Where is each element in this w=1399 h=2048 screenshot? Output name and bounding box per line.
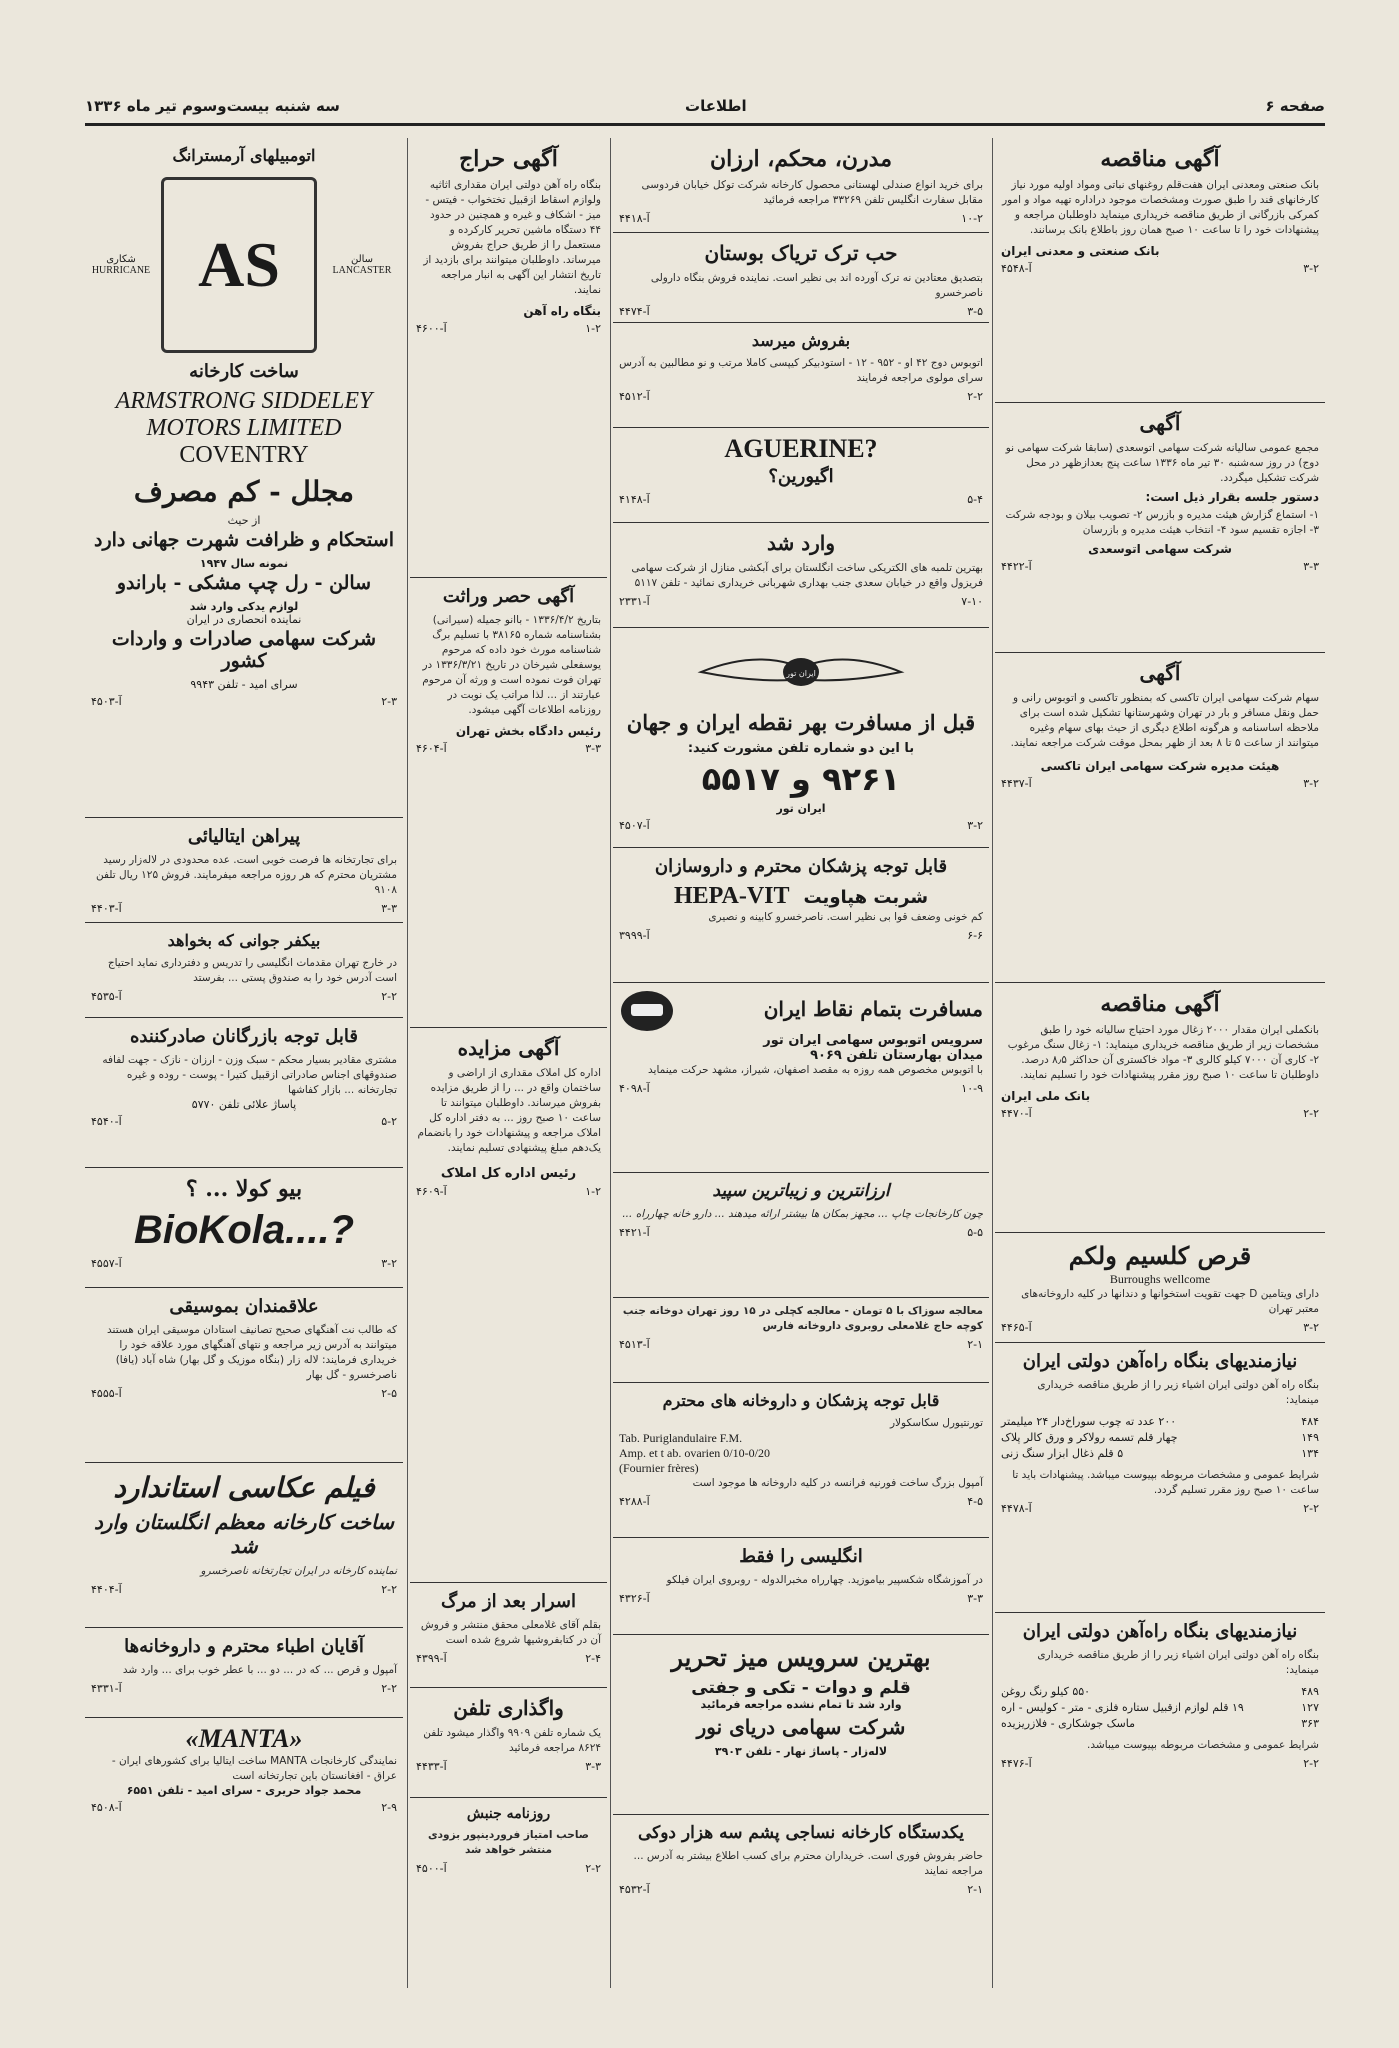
product-line-en: Amp. et t ab. ovarien 0/10-0/20 xyxy=(619,1446,770,1460)
ad-title: روزنامه جنبش xyxy=(466,1806,551,1822)
model-label: شکاری HURRICANE xyxy=(91,254,151,276)
column-divider xyxy=(407,138,408,1988)
book-ad xyxy=(410,1583,607,1688)
column-4 xyxy=(85,138,403,1988)
model-label: سالن LANCASTER xyxy=(332,254,392,276)
ad-title: آگهی مناقصه xyxy=(1100,146,1220,172)
list-item: ۳۶۳ ماسک جوشکاری - فلازریزیده xyxy=(1001,1717,1319,1730)
ad-body: حاضر بفروش فوری است. خریداران محترم برای کسب اطلاع بیشتر به آدرس ... مراجعه نمایند xyxy=(633,1850,983,1877)
ad-body: بهترین تلمبه های الکتریکی ساخت انگلستان برای آبکشی منازل از شرکت سهامی فریزول واقع در خیابان سعدی جنب بهداری شهربانی خریداری نمائید - تلفن ۵۱۱۷ xyxy=(631,562,983,589)
ad-title: بهترین سرویس میز تحریر xyxy=(671,1643,931,1672)
ad-title: مسافرت بتمام نقاط ایران xyxy=(763,997,983,1021)
product-name: شربت هپاویت xyxy=(803,887,929,908)
list-item: ۴۸۴ ۲۰۰ عدد ته چوب سوراخ‌دار ۲۴ میلیمتر xyxy=(1001,1415,1319,1428)
railway-needs-ad-2 xyxy=(995,1613,1325,1877)
ad-code: آ-۴۵۴۸ xyxy=(1001,262,1032,275)
ad-run: ۳-۳ xyxy=(1303,560,1319,573)
music-ad xyxy=(85,1288,403,1463)
ad-title: حب ترک تریاک بوستان xyxy=(704,241,898,265)
ad-footer: آ-۴۲۸۸ ۴-۵ xyxy=(619,1495,983,1508)
ad-title: بفروش میرسد xyxy=(751,331,851,350)
opium-pill-ad xyxy=(613,233,989,323)
ad-code: آ-۴۴۶۵ xyxy=(1001,1321,1032,1334)
slogan: مجلل - کم مصرف xyxy=(133,475,355,508)
product-name-en: HEPA-VIT xyxy=(673,883,790,909)
ad-footer xyxy=(1001,1321,1319,1334)
agenda-title: دستور جلسه بقرار ذیل است: xyxy=(1145,490,1319,504)
list-item: ۱۳۴ ۵ قلم ذغال ابزار سنگ زنی xyxy=(1001,1447,1319,1460)
item-list xyxy=(1001,1684,1319,1732)
ad-footer: آ-۴۵۱۳ ۲-۱ xyxy=(619,1338,983,1351)
ad-run: ۲-۲ xyxy=(1303,1107,1319,1120)
ad-title: یکدستگاه کارخانه نساجی پشم سه هزار دوکی xyxy=(637,1823,965,1843)
ad-body: وارد شد تا تمام نشده مراجعه فرمائید xyxy=(700,1698,902,1711)
phone: پاساژ علائی تلفن ۵۷۷۰ xyxy=(191,1098,297,1111)
ad-run: ۳-۲ xyxy=(1303,1321,1319,1334)
ad-signer: بانک ملی ایران xyxy=(1001,1089,1091,1103)
address: میدان بهارستان تلفن ۹۰۶۹ xyxy=(810,1048,983,1063)
ad-title: قبل از مسافرت بهر نقطه ایران و جهان xyxy=(626,710,976,735)
exporters-ad xyxy=(85,1018,403,1168)
brand-name-en: «MANTA» xyxy=(185,1724,303,1753)
ad-footer: آ-۲۳۳۱ ۷-۱۰ xyxy=(619,595,983,608)
column-3 xyxy=(410,138,607,1988)
ad-title: قرص کلسیم ولکم xyxy=(1068,1241,1252,1270)
ad-title: قابل توجه پزشکان محترم و داروسازان xyxy=(654,856,948,877)
ad-body: که طالب نت آهنگهای صحیح تصانیف استادان موسیقی ایران هستند میتوانند به آدرس زیر مراجعه و نتهای آهنگهای مورد علاقه خود را خریداری فرمایند: لاله زار (بنگاه موزیک و گل بهار) شاه آباد (یافا) ناصرخسرو - گل بهار xyxy=(107,1324,397,1381)
ad-title: بیکفر جوانی که بخواهد xyxy=(167,931,321,950)
ad-footer: آ-۴۵۴۰ ۵-۲ xyxy=(91,1115,397,1128)
aguerine-ad xyxy=(613,428,989,523)
company-name: ایران تور xyxy=(776,802,826,815)
ad-title: وارد شد xyxy=(767,531,835,555)
ad-body: نمایندگی کارخانجات MANTA ساخت ایتالیا برای کشورهای ایران - عراق - افغانستان باین تجارتخانه است xyxy=(111,1755,397,1782)
ad-title: مدرن، محکم، ارزان xyxy=(709,146,893,172)
photo-film-ad xyxy=(85,1463,403,1628)
address: لاله‌زار - پاساژ نهار - تلفن ۳۹۰۳ xyxy=(714,1745,888,1758)
ad-body: چون کارخانجات چاپ ... مجهز بمکان ها بیشتر ارائه میدهند ... دارو خانه چهارراه ... xyxy=(622,1208,983,1220)
ad-body: مشتری مقادیر بسیار محکم - سبک وزن - ارزان - نازک - جهت لفافه صندوقهای اجناس صادراتی ازقبیل کتیرا - پوست - روده و غیره تجارتخانه ... بازار کفاشها xyxy=(102,1054,397,1096)
ad-footer: آ-۴۵۱۲ ۲-۲ xyxy=(619,390,983,403)
ad-signer: بنگاه راه آهن xyxy=(523,304,601,318)
column-divider xyxy=(992,138,993,1988)
calcium-ad xyxy=(995,1233,1325,1343)
ad-footer: آ-۴۴۱۸ ۱۰-۲ xyxy=(619,212,983,225)
ad-footer xyxy=(1001,560,1319,573)
ad-body: در آموزشگاه شکسپیر بیاموزید. چهارراه مخبرالدوله - روبروی ایران فیلکو xyxy=(666,1574,983,1586)
ad-footer: آ-۴۰۹۸ ۱۰-۹ xyxy=(619,1082,983,1095)
ad-title: انگلیسی را فقط xyxy=(739,1546,863,1567)
job-ad xyxy=(85,923,403,1018)
ad-footer xyxy=(1001,1757,1319,1770)
list-item: ۱۲۷ ۱۹ قلم لوازم ازقبیل ستاره فلزی - متر - کولیس - اره xyxy=(1001,1701,1319,1714)
newspaper-ad xyxy=(410,1798,607,1892)
ad-title: آقایان اطباء محترم و داروخانه‌ها xyxy=(124,1636,364,1657)
inheritance-ad xyxy=(410,578,607,1028)
ad-signer: شرکت سهامی اتوسعدی xyxy=(1088,542,1232,556)
ad-body: کم خونی وضعف قوا بی نظیر است. ناصرخسرو کابینه و نصیری xyxy=(708,911,983,923)
ad-footer: آ-۴۵۳۲ ۲-۱ xyxy=(619,1883,983,1896)
ad-body: اداره کل املاک مقداری از اراضی و ساختمان واقع در ... را از طریق مزایده بفروش میرساند. داوطلبان میتوانند تا ساعت ۱۰ صبح روز ... به دفتر اداره کل املاک مراجعه و پیشنهادات خود را بانضمام یک‌دهم مبلغ پیشنهادی تسلیم نمایند. xyxy=(417,1067,601,1154)
ad-run: ۲-۲ xyxy=(1303,1757,1319,1770)
ad-title: پیراهن ایتالیائی xyxy=(187,826,301,847)
ad-code: آ-۴۴۲۲ xyxy=(1001,560,1032,573)
column-2 xyxy=(613,138,989,1988)
ad-footer xyxy=(1001,262,1319,275)
auction-ad-railway xyxy=(410,138,607,578)
ad-title: نیازمندیهای بنگاه راه‌آهن دولتی ایران xyxy=(1022,1621,1298,1642)
bus-travel-ad xyxy=(613,983,989,1173)
ad-code: آ-۴۴۷۸ xyxy=(1001,1502,1032,1515)
railway-needs-ad-1 xyxy=(995,1343,1325,1613)
ad-footer: آ-۴۵۵۵ ۲-۵ xyxy=(91,1387,397,1400)
ad-signer: رئیس اداره کل املاک xyxy=(440,1166,577,1181)
calligraphy-ad xyxy=(613,1173,989,1298)
ad-footer: آ-۴۶۰۰ ۱-۲ xyxy=(416,322,601,335)
ad-title: قابل توجه بازرگانان صادرکننده xyxy=(129,1026,359,1047)
ad-code: آ-۴۴۳۷ xyxy=(1001,777,1032,790)
notice-ad-iran-taxi xyxy=(995,653,1325,983)
brand-line: COVENTRY xyxy=(179,442,309,468)
ad-footer: آ-۳۹۹۹ ۶-۶ xyxy=(619,929,983,942)
ad-body: نماینده کارخانه در ایران تجارتخانه ناصرخسرو xyxy=(200,1565,397,1577)
page-label: صفحه ۶ xyxy=(1265,97,1325,115)
winged-emblem-icon xyxy=(681,642,921,702)
ad-footer: آ-۴۳۹۹ ۲-۴ xyxy=(416,1652,601,1665)
ad-title: آگهی مزایده xyxy=(457,1036,560,1060)
brand-name: Burroughs wellcome xyxy=(1109,1272,1211,1286)
date-line: سه شنبه بیست‌وسوم تیر ماه ۱۳۳۶ xyxy=(85,97,340,115)
ad-footer xyxy=(1001,777,1319,790)
slogan-sub: از حیث xyxy=(227,514,261,527)
logo-letters: AS xyxy=(198,229,280,300)
ad-footer: آ-۴۳۳۱ ۲-۲ xyxy=(91,1682,397,1695)
pharmacy-ad xyxy=(85,1628,403,1718)
ad-body: بقلم آقای غلامعلی محقق منتشر و فروش آن در کتابفروشیها شروع شده است xyxy=(420,1619,601,1646)
furniture-ad xyxy=(613,138,989,233)
ad-footer: آ-۴۵۰۸ ۲-۹ xyxy=(91,1801,397,1814)
ad-body: برای خرید انواع صندلی لهستانی محصول کارخانه شرکت توکل خیابان فردوسی مقابل سفارت انگلیس تلفن ۳۳۲۶۹ مراجعه فرمائید xyxy=(641,179,983,206)
ad-code: آ-۴۴۷۶ xyxy=(1001,1757,1032,1770)
ad-body: معالجه سوزاک با ۵ تومان - معالجه کچلی در ۱۵ روز تهران دوخانه جنب کوچه حاج غلامعلی روبروی داروخانه فارس xyxy=(622,1305,983,1332)
ad-footer: آ-۴۴۳۳ ۳-۳ xyxy=(416,1760,601,1773)
agent-note: نماینده انحصاری در ایران xyxy=(186,613,302,626)
pump-ad xyxy=(613,523,989,628)
bus-logo-icon xyxy=(619,989,675,1033)
brand-name-en: BioKola....? xyxy=(134,1208,354,1252)
ad-body: آمپول بزرگ ساخت فورنیه فرانسه در کلیه داروخانه ها موجود است xyxy=(692,1477,983,1489)
ad-title: بیو کولا ... ؟ xyxy=(185,1176,303,1202)
product-line-en: Tab. Puriglandulaire F.M. xyxy=(619,1431,743,1445)
bus-sale-ad xyxy=(613,323,989,428)
ad-body: با اتوبوس مخصوص همه روزه به مقصد اصفهان، شیراز، مشهد حرکت مینماید xyxy=(648,1064,983,1076)
tagline: استحکام و ظرافت شهرت جهانی دارد xyxy=(94,529,394,551)
ad-subtitle: با این دو شماره تلفن مشورت کنید: xyxy=(687,741,915,756)
ad-footer: آ-۴۵۰۳ ۲-۳ xyxy=(91,695,397,708)
ad-footer xyxy=(1001,1502,1319,1515)
tender-ad-bank xyxy=(995,138,1325,403)
ad-body: مجمع عمومی سالیانه شرکت سهامی اتوسعدی (سابقا شرکت سهامی نو دوج) در روز سه‌شنبه ۳۰ تیر ماه ۱۳۳۶ ساعت پنج بعدازظهر در محل شرکت تشکیل میگردد. xyxy=(1005,442,1319,484)
ad-body: صاحب امتیاز فروردینپور بزودی منتشر خواهد شد xyxy=(428,1829,589,1856)
ad-footer: آ-۴۴۰۳ ۳-۳ xyxy=(91,902,397,915)
ad-body: برای تجارتخانه ها فرصت خوبی است. عده محدودی در لاله‌زار رسید مشتریان محترم که هر روزه مراجعه میفرمایند. فروش ۱۲۵ ریال تلفن ۹۱۰۸ xyxy=(95,854,397,896)
ad-body: در خارج تهران مقدمات انگلیسی را تدریس و دفترداری نماید احتیاج است آدرس خود را به صندوق پستی ... بفرستد xyxy=(107,957,397,984)
ad-title: آگهی xyxy=(1139,411,1181,435)
auction-ad-properties xyxy=(410,1028,607,1583)
ad-body: بتاریخ ۱۳۳۶/۴/۲ - باانو جمیله (سیرانی) بشناسنامه شماره ۳۸۱۶۵ با تسلیم برگ شناسنامه مورث خود داده که مرحوم یوسفعلی شیرخان در تاریخ ۱۳۳۶/۳/۲۱ در تهران فوت نموده است و ورثه آن مرحوم عبارتند از ... لذا مراتب یک نوبت در روزنامه اطلاعات آگهی میشود. xyxy=(422,614,601,716)
ad-footer: آ-۴۶۰۴ ۳-۳ xyxy=(416,742,601,755)
ad-footer: آ-۴۵۰۷ ۳-۲ xyxy=(619,819,983,832)
factory-label: ساخت کارخانه xyxy=(189,361,299,382)
italian-shirt-ad xyxy=(85,818,403,923)
doctors-ad xyxy=(613,1383,989,1538)
models: سالن - رل چپ مشکی - باراندو xyxy=(116,572,372,594)
ad-footer: آ-۴۵۳۵ ۲-۲ xyxy=(91,990,397,1003)
page-header xyxy=(85,95,1325,126)
ad-conditions: شرایط عمومی و مشخصات مربوطه بپیوست میباشد. xyxy=(1087,1739,1319,1751)
ad-body: اتوبوس دوج ۴۲ او - ۹۵۲ - ۱۲ - استودبیکر کیپسی کاملا مرتب و نو مطالبین به آدرس سرای مولوی مراجعه فرمایند xyxy=(619,357,983,384)
manta-ad xyxy=(85,1718,403,1847)
treatment-ad xyxy=(613,1298,989,1383)
ad-code: آ-۴۴۷۰ xyxy=(1001,1107,1032,1120)
brand-line: ARMSTRONG SIDDELEY xyxy=(115,388,373,414)
ad-title: آگهی حراج xyxy=(459,146,558,172)
ad-title: آگهی حصر وراثت xyxy=(442,586,575,607)
ad-title: ارزانترین و زیباترین سپید xyxy=(712,1181,890,1201)
ad-title: فیلم عکاسی استاندارد xyxy=(113,1471,375,1504)
ad-body: بانک صنعتی ومعدنی ایران هفت‌قلم روغنهای نباتی ومواد اولیه مورد نیاز کارخانهای قند را طبق صورت ومشخصات موجود دراداره تهیه مواد و امور کمرکی بازرگانی از طریق مناقصه خریداری مینماید داوطلبان مراجعه و پیشنهادات خود را تا ساعت ۱۰ صبح همان روز باطلاع بانک برسانند. xyxy=(1002,179,1319,236)
ad-title: علاقمندان بموسیقی xyxy=(169,1296,319,1317)
ad-run: ۳-۲ xyxy=(1303,262,1319,275)
paper-name: اطلاعات xyxy=(685,97,747,115)
address: سرای امید - تلفن ۹۹۴۳ xyxy=(190,678,298,691)
ad-body: سهام شرکت سهامی ایران تاکسی که بمنظور تاکسی و اتوبوس رانی و حمل ونقل مسافر و بار در تهران وشهرستانها تشکیل شده است برای ملاحظه اساسنامه و هرگونه اطلاع دیگری از حیث بهای سهام وغیره میتوانند از ساعت ۵ تا ۸ بعد از ظهر بمحل موقت شرکت مراجعه نمایند. xyxy=(1010,692,1319,749)
agenda-items: ۱- استماع گزارش هیئت مدیره و بازرس ۲- تصویب بیلان و بودجه شرکت ۳- اجازه تقسیم سود ۴- انتخاب هیئت مدیره و بازرسان xyxy=(1005,509,1319,536)
ad-title: نیازمندیهای بنگاه راه‌آهن دولتی ایران xyxy=(1022,1351,1298,1372)
model-year: نمونه سال ۱۹۴۷ xyxy=(199,557,289,570)
ad-body: دارای ویتامین D جهت تقویت استخوانها و دندانها در کلیه داروخانه‌های معتبر تهران xyxy=(1021,1288,1319,1315)
ad-body: بنگاه راه آهن دولتی ایران اشیاء زیر را از طریق مناقصه خریداری مینماید: xyxy=(1037,1379,1319,1406)
phone-transfer-ad xyxy=(410,1688,607,1798)
ad-footer: آ-۴۳۲۶ ۳-۳ xyxy=(619,1592,983,1605)
ad-title: اسرار بعد از مرگ xyxy=(440,1591,577,1612)
ad-title: واگذاری تلفن xyxy=(453,1696,564,1720)
list-item: ۴۸۹ ۵۵۰ کیلو رنگ روغن xyxy=(1001,1685,1319,1698)
english-school-ad xyxy=(613,1538,989,1635)
ad-body: بانکملی ایران مقدار ۲۰۰۰ زغال مورد احتیاج سالیانه خود را طبق مشخصات زیر از طریق مناقصه خریداری مینماید: ۱- زغال سنگ مرغوب ۲- کاری آن ۷۰۰۰ کیلو کالری ۳- مواد خاکستری آن حداکثر ۸٫۵ درصد. داوطلبان تا ساعت ۱۰ صبح روز مقرر پیشنهادات خود را تسلیم نمایند. xyxy=(1007,1024,1319,1081)
ad-title: آگهی مناقصه xyxy=(1100,991,1220,1017)
company-name: شرکت سهامی صادرات و واردات کشور xyxy=(111,628,377,672)
ad-footer: آ-۴۴۰۴ ۲-۲ xyxy=(91,1583,397,1596)
ad-run: ۳-۲ xyxy=(1303,777,1319,790)
ad-subtitle: ساخت کارخانه معظم انگلستان وارد شد xyxy=(93,1510,395,1558)
biokola-ad xyxy=(85,1168,403,1288)
column-divider xyxy=(610,138,611,1988)
ad-title: اتومبیلهای آرمسترانگ xyxy=(172,146,316,165)
column-1 xyxy=(995,138,1325,1988)
ad-footer: آ-۴۴۲۱ ۵-۵ xyxy=(619,1226,983,1239)
travel-ad xyxy=(613,628,989,848)
service-name: سرویس اتوبوس سهامی ایران تور xyxy=(763,1033,983,1048)
ad-body: آمپول و قرص ... که در ... دو ... با عطر خوب برای ... وارد شد xyxy=(122,1664,397,1676)
ad-run: ۲-۲ xyxy=(1303,1502,1319,1515)
ad-footer: آ-۴۴۷۴ ۳-۵ xyxy=(619,305,983,318)
svg-text:ایران تور: ایران تور xyxy=(786,669,816,678)
ad-body: بنگاه راه آهن دولتی ایران اشیاء زیر را از طریق مناقصه خریداری مینماید: xyxy=(1037,1649,1319,1676)
desk-set-ad xyxy=(613,1635,989,1815)
ad-footer xyxy=(1001,1107,1319,1120)
ad-title: قابل توجه پزشکان و داروخانه های محترم xyxy=(662,1391,940,1410)
ad-title: اگیورین؟ xyxy=(768,466,834,487)
ad-footer: آ-۴۶۰۹ ۱-۲ xyxy=(416,1185,601,1198)
ad-signer: رئیس دادگاه بخش تهران xyxy=(455,724,601,738)
tender-ad-coal xyxy=(995,983,1325,1233)
ad-footer: آ-۴۵۰۰ ۲-۲ xyxy=(416,1862,601,1875)
brand-line: MOTORS LIMITED xyxy=(146,415,342,441)
ad-subtitle: قلم و دوات - تکی و جفتی xyxy=(691,1678,911,1698)
company-name: شرکت سهامی دریای نور xyxy=(696,1715,906,1739)
list-item: ۱۴۹ چهار قلم تسمه رولاکر و ورق کالر پلاک xyxy=(1001,1431,1319,1444)
ad-title-en: AGUERINE? xyxy=(724,434,878,463)
company-name: محمد جواد حریری - سرای امید - تلفن ۶۵۵۱ xyxy=(126,1784,362,1797)
ad-conditions: شرایط عمومی و مشخصات مربوطه بپیوست میباشد. پیشنهادات باید تا ساعت ۱۰ صبح روز مقرر تسلیم گردد. xyxy=(1012,1469,1319,1496)
parts-note: لوازم یدکی وارد شد xyxy=(189,600,299,613)
ad-signer: هیئت مدیره شرکت سهامی ایران تاکسی xyxy=(1040,759,1280,773)
ad-body: بنگاه راه آهن دولتی ایران مقداری اثاثیه ولوازم اسقاط ازقبیل تختخواب - فیتس - میز - اشکاف و غیره و همچنین در حدود ۴۴ دستگاه ماشین تحریر کارکرده و مستعمل را از طریق حراج بفروش میرساند. داوطلبان میتوانند برای بازدید از تاریخ انتشار این آگهی به انبار مراجعه نمایند. xyxy=(423,179,601,296)
ad-footer: آ-۴۵۵۷ ۳-۲ xyxy=(91,1257,397,1270)
item-list xyxy=(1001,1414,1319,1462)
phone-numbers: ۹۲۶۱ و ۵۵۱۷ xyxy=(701,760,901,798)
ad-signer: بانک صنعتی و معدنی ایران xyxy=(1001,244,1160,258)
hepavit-ad xyxy=(613,848,989,983)
ad-body: یک شماره تلفن ۹۹۰۹ واگذار میشود تلفن ۸۶۲۴ مراجعه فرمائید xyxy=(423,1727,601,1754)
as-logo xyxy=(161,177,317,353)
product-line: تورنتیورل سکاسکولار xyxy=(889,1417,983,1429)
armstrong-siddeley-ad xyxy=(85,138,403,818)
ad-footer: آ-۴۱۴۸ ۵-۴ xyxy=(619,493,983,506)
wool-factory-ad xyxy=(613,1815,989,1919)
notice-ad-general-assembly xyxy=(995,403,1325,653)
ad-body: بتصدیق معتادین نه ترک آورده اند بی نظیر است. نماینده فروش بنگاه دارولی ناصرخسرو xyxy=(650,272,983,299)
ad-title: آگهی xyxy=(1139,661,1181,685)
manufacturer: (Fournier frères) xyxy=(619,1461,699,1475)
